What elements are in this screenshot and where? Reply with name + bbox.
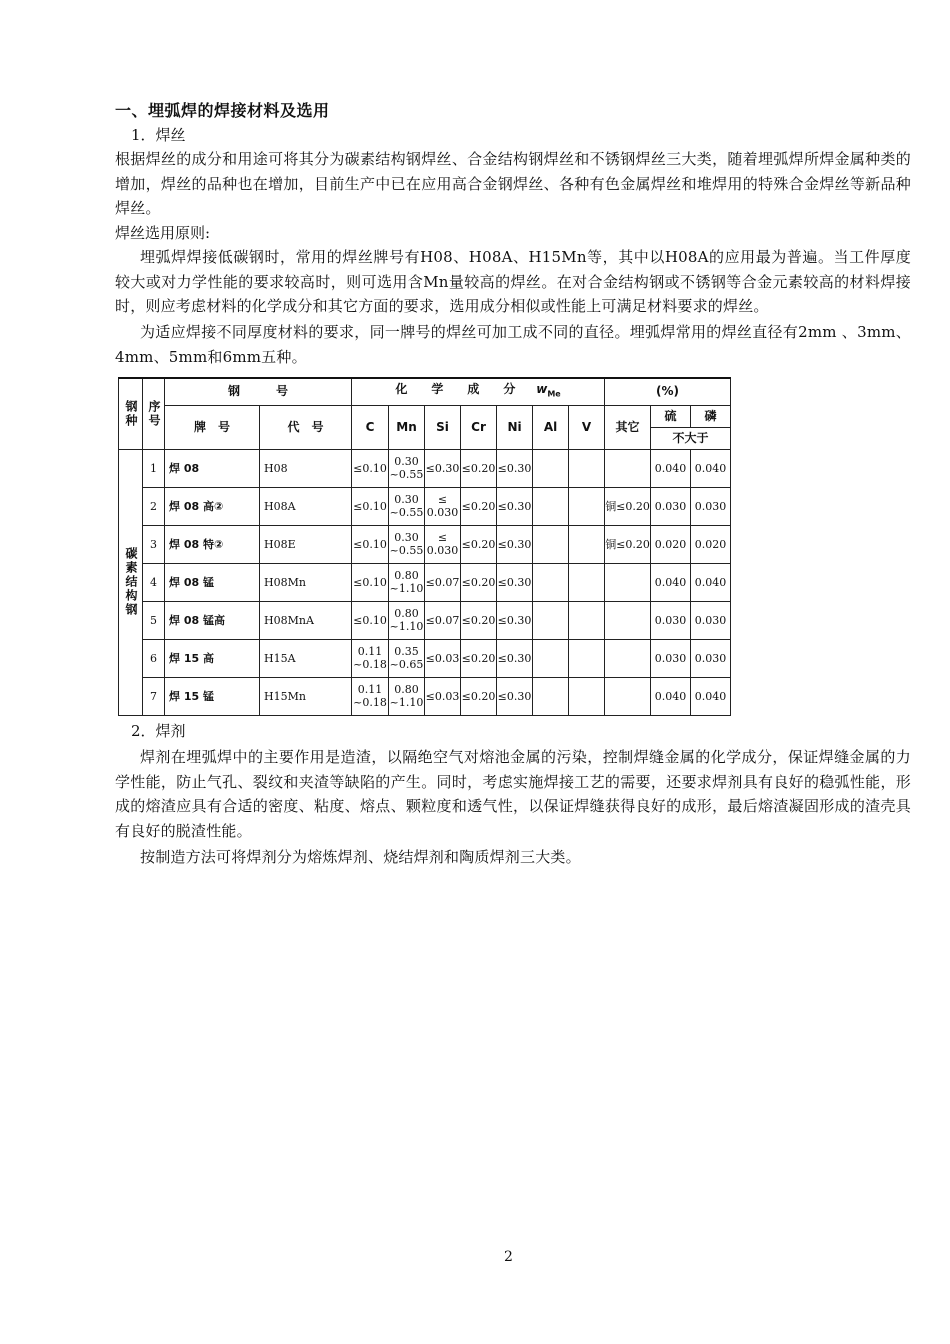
si-value: ≤0.03	[425, 651, 460, 665]
s-cell	[651, 449, 691, 487]
category-cell	[119, 449, 143, 715]
ni-cell	[497, 487, 533, 525]
seq-cell	[143, 639, 165, 677]
ni-cell	[497, 563, 533, 601]
other-cell	[605, 525, 651, 563]
code-cell	[260, 677, 352, 715]
header-other: 其它	[605, 405, 651, 449]
header-steel-type: 钢种	[119, 378, 143, 449]
ni-value: ≤0.30	[497, 651, 532, 665]
section-heading: 一、埋弧焊的焊接材料及选用	[115, 101, 330, 120]
brand-name: 焊 15 锰	[169, 689, 214, 703]
brand-cell	[165, 487, 260, 525]
mn-cell	[389, 563, 425, 601]
cr-value: ≤0.20	[461, 537, 496, 551]
mn-value-line2: ~1.10	[389, 620, 424, 633]
row-number: 3	[150, 537, 157, 551]
cr-value: ≤0.20	[461, 651, 496, 665]
brand-name: 焊 08 高②	[169, 499, 224, 513]
p-cell	[691, 601, 731, 639]
c-cell	[352, 677, 389, 715]
brand-name: 焊 15 高	[169, 651, 214, 665]
v-cell	[569, 525, 605, 563]
si-cell	[425, 487, 461, 525]
header-wme-sub: Me	[547, 389, 561, 399]
si-value: ≤0.03	[425, 689, 460, 703]
code-value: H08MnA	[264, 613, 314, 627]
table-row	[119, 563, 731, 601]
si-value-line1: ≤	[437, 493, 448, 506]
mn-value-line1: 0.30	[394, 493, 419, 506]
header-al: Al	[533, 405, 569, 449]
mn-value-line2: ~0.55	[389, 468, 424, 481]
seq-cell	[143, 677, 165, 715]
ni-value: ≤0.30	[497, 613, 532, 627]
brand-name: 焊 08 特②	[169, 537, 224, 551]
seq-cell	[143, 449, 165, 487]
p-value: 0.030	[694, 499, 727, 513]
c-cell	[352, 525, 389, 563]
row-number: 6	[150, 651, 157, 665]
si-value: ≤0.07	[425, 613, 460, 627]
c-value: ≤0.10	[353, 461, 387, 475]
header-code: 代 号	[260, 405, 352, 449]
wire-paragraph-2: 埋弧焊焊接低碳钢时，常用的焊丝牌号有H08、H08A、H15Mn等，其中以H08A的应用最为普遍。当工件厚度较大或对力学性能的要求较高时，则可选用含Mn量较高的焊丝。在对合金结构钢或不锈钢等合金元素较高的材料焊接时，则应考虑材料的化学成分和其它方面的要求，选用成分相似或性能上可满足材料要求的焊丝。	[115, 248, 911, 315]
cr-value: ≤0.20	[461, 613, 496, 627]
mn-cell	[389, 639, 425, 677]
al-cell	[533, 677, 569, 715]
cr-cell	[461, 677, 497, 715]
seq-cell	[143, 563, 165, 601]
header-s: 硫	[651, 405, 691, 427]
p-cell	[691, 525, 731, 563]
v-cell	[569, 563, 605, 601]
c-cell	[352, 601, 389, 639]
s-value: 0.030	[654, 613, 687, 627]
v-cell	[569, 639, 605, 677]
code-value: H08E	[264, 537, 296, 551]
table-row	[119, 487, 731, 525]
mn-value-line1: 0.80	[394, 683, 419, 696]
c-value-line1: 0.11	[357, 683, 383, 696]
code-value: H08	[264, 461, 288, 475]
ni-value: ≤0.30	[497, 537, 532, 551]
ni-value: ≤0.30	[497, 689, 532, 703]
si-value-line1: ≤	[437, 531, 448, 544]
ni-value: ≤0.30	[497, 499, 532, 513]
s-cell	[651, 677, 691, 715]
subsection-title-flux: 2．焊剂	[131, 722, 186, 740]
flux-paragraph-2: 按制造方法可将焊剂分为熔炼焊剂、烧结焊剂和陶质焊剂三大类。	[140, 848, 581, 866]
mn-value-line1: 0.30	[394, 531, 419, 544]
table-row	[119, 449, 731, 487]
mn-value-line2: ~1.10	[389, 582, 424, 595]
ni-cell	[497, 639, 533, 677]
row-number: 7	[150, 689, 157, 703]
mn-cell	[389, 487, 425, 525]
cr-cell	[461, 487, 497, 525]
cr-cell	[461, 601, 497, 639]
mn-value-line2: ~0.55	[389, 506, 424, 519]
header-v: V	[569, 405, 605, 449]
brand-cell	[165, 677, 260, 715]
code-cell	[260, 639, 352, 677]
brand-name: 焊 08 锰	[169, 575, 214, 589]
ni-cell	[497, 601, 533, 639]
s-value: 0.030	[654, 499, 687, 513]
cr-value: ≤0.20	[461, 499, 496, 513]
al-cell	[533, 525, 569, 563]
header-notmore: 不大于	[651, 427, 731, 449]
cr-value: ≤0.20	[461, 575, 496, 589]
other-value: 铜≤0.20	[605, 499, 650, 513]
table-row	[119, 639, 731, 677]
mn-value-line1: 0.80	[394, 607, 419, 620]
c-cell	[352, 449, 389, 487]
wire-composition-table	[118, 377, 730, 713]
s-cell	[651, 563, 691, 601]
p-cell	[691, 639, 731, 677]
page-number: 2	[504, 1249, 513, 1265]
brand-name: 焊 08 锰高	[169, 613, 225, 627]
code-value: H15A	[264, 651, 296, 665]
wire-paragraph-3: 为适应焊接不同厚度材料的要求，同一牌号的焊丝可加工成不同的直径。埋弧焊常用的焊丝直径有2mm 、3mm、4mm、5mm和6mm五种。	[115, 323, 911, 366]
al-cell	[533, 487, 569, 525]
other-cell	[605, 677, 651, 715]
mn-value-line2: ~0.65	[389, 658, 424, 671]
s-cell	[651, 525, 691, 563]
ni-value: ≤0.30	[497, 461, 532, 475]
category-label: 碳素结构钢	[124, 547, 138, 617]
c-value: ≤0.10	[353, 499, 387, 513]
p-value: 0.040	[694, 575, 727, 589]
other-cell	[605, 639, 651, 677]
brand-cell	[165, 525, 260, 563]
row-number: 1	[150, 461, 157, 475]
c-value: ≤0.10	[353, 575, 387, 589]
mn-value-line2: ~0.55	[389, 544, 424, 557]
si-value-line2: 0.030	[426, 544, 459, 557]
header-seq: 序号	[143, 378, 165, 449]
p-cell	[691, 563, 731, 601]
code-cell	[260, 487, 352, 525]
table-row	[119, 525, 731, 563]
header-ni: Ni	[497, 405, 533, 449]
mn-value-line2: ~1.10	[389, 696, 424, 709]
si-cell	[425, 563, 461, 601]
brand-name: 焊 08	[169, 461, 200, 475]
header-brand: 牌 号	[165, 405, 260, 449]
mn-value-line1: 0.80	[394, 569, 419, 582]
code-value: H08Mn	[264, 575, 306, 589]
v-cell	[569, 487, 605, 525]
header-wme: w	[536, 382, 548, 397]
code-cell	[260, 601, 352, 639]
p-value: 0.040	[694, 689, 727, 703]
mn-cell	[389, 449, 425, 487]
row-number: 4	[150, 575, 157, 589]
brand-cell	[165, 563, 260, 601]
c-value: ≤0.10	[353, 613, 387, 627]
brand-cell	[165, 449, 260, 487]
p-value: 0.020	[694, 537, 727, 551]
p-cell	[691, 449, 731, 487]
table-row	[119, 601, 731, 639]
header-cr: Cr	[461, 405, 497, 449]
subsection-title-wire: 1．焊丝	[131, 126, 186, 144]
header-c: C	[352, 405, 389, 449]
al-cell	[533, 563, 569, 601]
c-value: ≤0.10	[353, 537, 387, 551]
s-cell	[651, 639, 691, 677]
ni-cell	[497, 677, 533, 715]
table-row	[119, 677, 731, 715]
row-number: 5	[150, 613, 157, 627]
s-value: 0.040	[654, 575, 687, 589]
code-cell	[260, 563, 352, 601]
code-cell	[260, 525, 352, 563]
header-chem-label: 化 学 成 分	[395, 382, 516, 397]
ni-cell	[497, 449, 533, 487]
seq-cell	[143, 487, 165, 525]
mn-value-line1: 0.35	[394, 645, 419, 658]
v-cell	[569, 677, 605, 715]
mn-cell	[389, 677, 425, 715]
p-value: 0.040	[694, 461, 727, 475]
cr-cell	[461, 639, 497, 677]
s-value: 0.020	[654, 537, 687, 551]
cr-cell	[461, 449, 497, 487]
c-value-line2: ~0.18	[353, 696, 387, 709]
brand-cell	[165, 639, 260, 677]
header-chem	[352, 378, 605, 405]
code-cell	[260, 449, 352, 487]
cr-cell	[461, 525, 497, 563]
header-p: 磷	[691, 405, 731, 427]
other-cell	[605, 449, 651, 487]
code-value: H15Mn	[264, 689, 306, 703]
header-mn: Mn	[389, 405, 425, 449]
other-cell	[605, 563, 651, 601]
si-value: ≤0.30	[425, 461, 460, 475]
code-value: H08A	[264, 499, 296, 513]
si-cell	[425, 601, 461, 639]
brand-cell	[165, 601, 260, 639]
al-cell	[533, 639, 569, 677]
seq-cell	[143, 525, 165, 563]
c-value-line1: 0.11	[357, 645, 383, 658]
ni-cell	[497, 525, 533, 563]
header-si: Si	[425, 405, 461, 449]
c-cell	[352, 563, 389, 601]
c-value-line2: ~0.18	[353, 658, 387, 671]
p-value: 0.030	[694, 651, 727, 665]
ni-value: ≤0.30	[497, 575, 532, 589]
cr-value: ≤0.20	[461, 689, 496, 703]
si-cell	[425, 677, 461, 715]
al-cell	[533, 449, 569, 487]
si-cell	[425, 639, 461, 677]
c-cell	[352, 487, 389, 525]
s-cell	[651, 601, 691, 639]
wire-principle-label: 焊丝选用原则:	[115, 224, 211, 242]
p-value: 0.030	[694, 613, 727, 627]
si-value-line2: 0.030	[426, 506, 459, 519]
al-cell	[533, 601, 569, 639]
mn-cell	[389, 601, 425, 639]
p-cell	[691, 677, 731, 715]
p-cell	[691, 487, 731, 525]
mn-value-line1: 0.30	[394, 455, 419, 468]
mn-cell	[389, 525, 425, 563]
seq-cell	[143, 601, 165, 639]
other-cell	[605, 487, 651, 525]
flux-paragraph-1: 焊剂在埋弧焊中的主要作用是造渣，以隔绝空气对熔池金属的污染，控制焊缝金属的化学成分，保证焊缝金属的力学性能，防止气孔、裂纹和夹渣等缺陷的产生。同时，考虑实施焊接工艺的需要，还要求焊剂具有良好的稳弧性能，形成的熔渣应具有合适的密度、粘度、熔点、颗粒度和透气性，以保证焊缝获得良好的成形，最后熔渣凝固形成的渣壳具有良好的脱渣性能。	[115, 748, 911, 840]
cr-cell	[461, 563, 497, 601]
wire-paragraph-1: 根据焊丝的成分和用途可将其分为碳素结构钢焊丝、合金结构钢焊丝和不锈钢焊丝三大类，随着埋弧焊所焊金属种类的增加，焊丝的品种也在增加，目前生产中已在应用高合金钢焊丝、各种有色金属焊丝和堆焊用的特殊合金焊丝等新品种焊丝。	[115, 150, 911, 217]
s-value: 0.040	[654, 461, 687, 475]
s-value: 0.040	[654, 689, 687, 703]
header-pct: (%)	[605, 378, 731, 405]
other-cell	[605, 601, 651, 639]
v-cell	[569, 601, 605, 639]
c-cell	[352, 639, 389, 677]
cr-value: ≤0.20	[461, 461, 496, 475]
other-value: 铜≤0.20	[605, 537, 650, 551]
si-value: ≤0.07	[425, 575, 460, 589]
row-number: 2	[150, 499, 157, 513]
header-steel-no: 钢 号	[165, 378, 352, 405]
si-cell	[425, 525, 461, 563]
v-cell	[569, 449, 605, 487]
s-cell	[651, 487, 691, 525]
si-cell	[425, 449, 461, 487]
s-value: 0.030	[654, 651, 687, 665]
